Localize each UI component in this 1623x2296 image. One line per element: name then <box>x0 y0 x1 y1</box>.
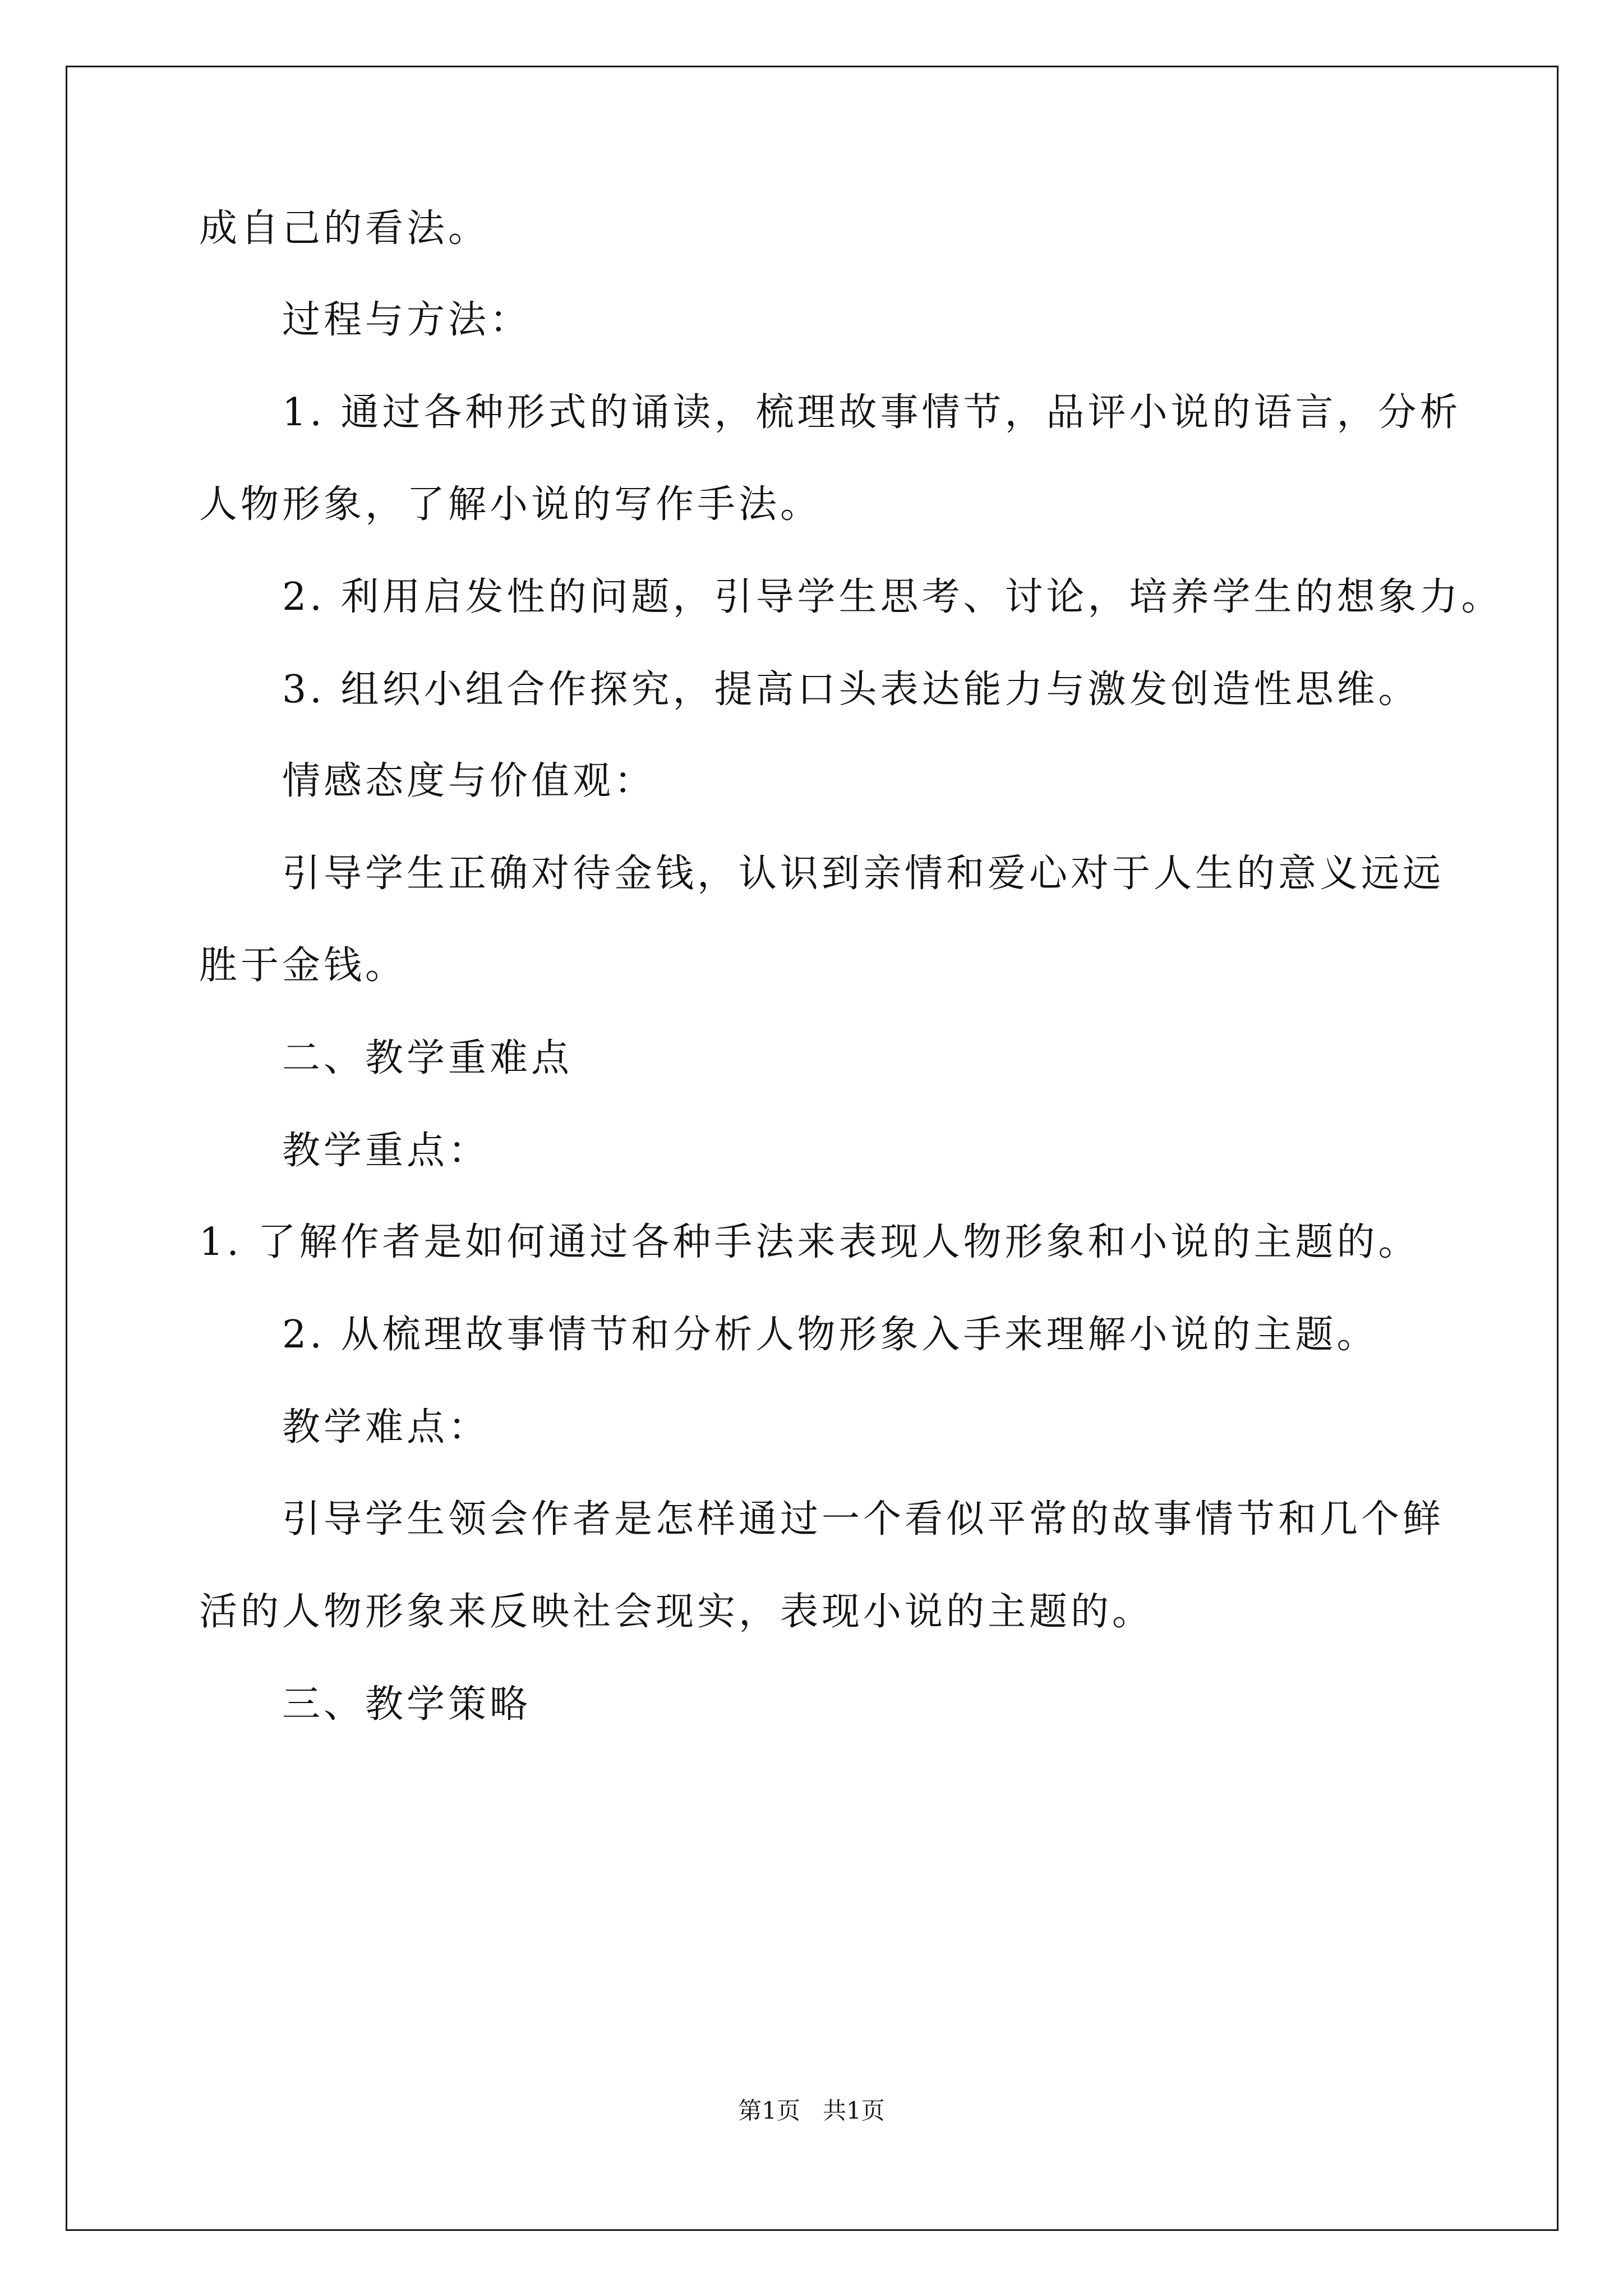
text-line: 教学重点： <box>282 1129 490 1173</box>
text-line: 2. 利用启发性的问题，引导学生思考、讨论，培养学生的想象力。 <box>282 575 1503 619</box>
text-line: 1. 了解作者是如何通过各种手法来表现人物形象和小说的主题的。 <box>199 1220 1420 1264</box>
text-line: 1. 通过各种形式的诵读，梳理故事情节，品评小说的语言，分析 <box>282 390 1461 435</box>
text-line: 过程与方法： <box>282 298 532 342</box>
page-footer: 第1页 共1页 <box>738 2097 885 2124</box>
section-heading: 三、教学策略 <box>282 1682 532 1727</box>
text-line: 2. 从梳理故事情节和分析人物形象入手来理解小说的主题。 <box>282 1313 1378 1357</box>
text-line: 3. 组织小组合作探究，提高口头表达能力与激发创造性思维。 <box>282 668 1420 712</box>
text-line: 人物形象，了解小说的写作手法。 <box>199 482 822 527</box>
text-line: 活的人物形象来反映社会现实，表现小说的主题的。 <box>199 1590 1154 1634</box>
text-line: 情感态度与价值观： <box>282 759 656 803</box>
section-heading: 二、教学重难点 <box>282 1036 573 1080</box>
text-line: 胜于金钱。 <box>199 944 407 988</box>
text-line: 成自己的看法。 <box>199 206 490 251</box>
text-line: 引导学生领会作者是怎样通过一个看似平常的故事情节和几个鲜 <box>282 1497 1445 1542</box>
text-line: 引导学生正确对待金钱，认识到亲情和爱心对于人生的意义远远 <box>282 852 1445 896</box>
text-line: 教学难点： <box>282 1405 490 1450</box>
